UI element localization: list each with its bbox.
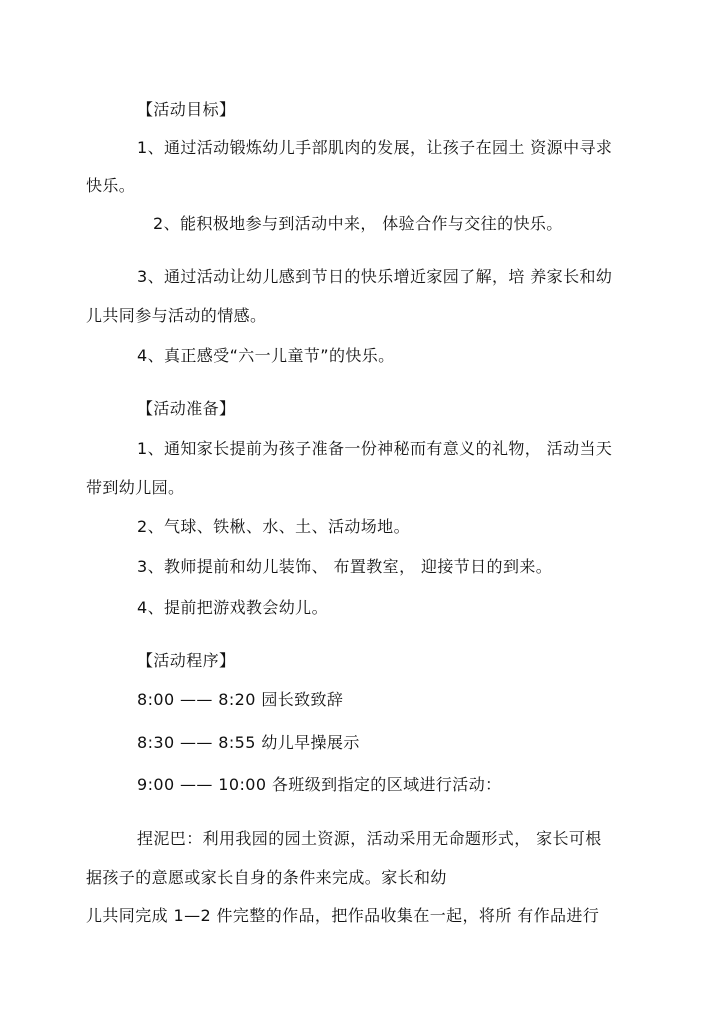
preparation-heading: 【活动准备】 [137,399,236,418]
preparation-item-1-line-1: 1、通知家长提前为孩子准备一份神秘而有意义的礼物， 活动当天 [137,439,613,458]
procedure-step-3: 9:00 —— 10:00 各班级到指定的区域进行活动： [137,775,502,794]
procedure-step-1: 8:00 —— 8:20 园长致致辞 [137,690,344,709]
preparation-item-2: 2、气球、铁楸、水、土、活动场地。 [137,517,410,536]
preparation-item-3: 3、教师提前和幼儿装饰、 布置教室， 迎接节日的到来。 [137,557,553,576]
procedure-paragraph-line-1: 捏泥巴：利用我园的园土资源，活动采用无命题形式， 家长可根 [137,829,602,848]
preparation-item-1-line-2: 带到幼儿园。 [86,478,185,497]
goals-item-1-line-2: 快乐。 [86,176,136,195]
goals-item-2: 2、能积极地参与到活动中来， 体验合作与交往的快乐。 [153,214,563,233]
procedure-heading: 【活动程序】 [137,651,236,670]
procedure-paragraph-line-3: 儿共同完成 1—2 件完整的作品，把作品收集在一起，将所 有作品进行 [86,906,600,925]
procedure-paragraph-line-2: 据孩子的意愿或家长自身的条件来完成。家长和幼 [86,868,447,887]
goals-item-1-line-1: 1、通过活动锻炼幼儿手部肌肉的发展，让孩子在园土 资源中寻求 [137,138,613,157]
goals-item-3-line-2: 儿共同参与活动的情感。 [86,306,267,325]
goals-heading: 【活动目标】 [137,100,236,119]
goals-item-4: 4、真正感受“六一儿童节”的快乐。 [137,346,395,365]
procedure-step-2: 8:30 —— 8:55 幼儿早操展示 [137,733,360,752]
preparation-item-4: 4、提前把游戏教会幼儿。 [137,598,328,617]
goals-item-3-line-1: 3、通过活动让幼儿感到节日的快乐增近家园了解，培 养家长和幼 [137,267,613,286]
